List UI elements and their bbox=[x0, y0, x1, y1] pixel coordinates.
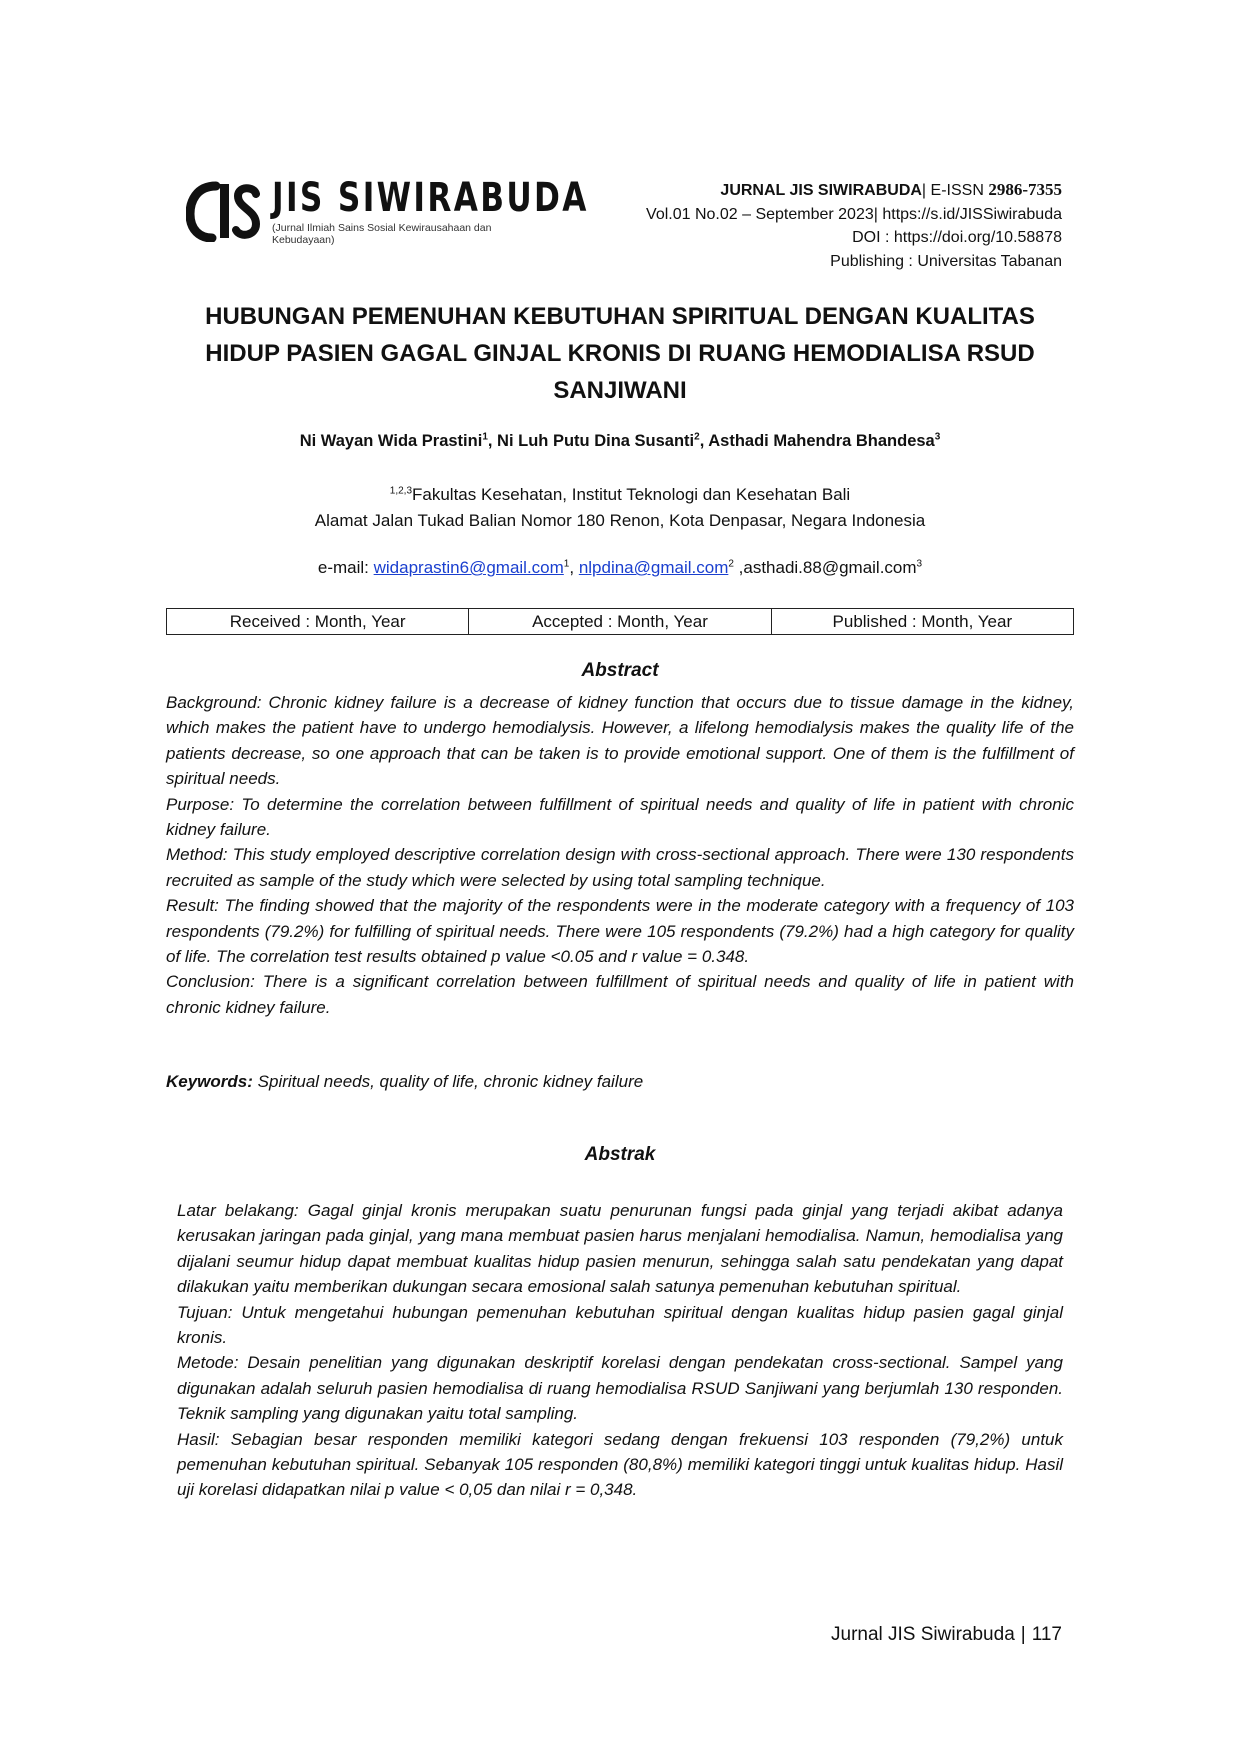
paper-title bbox=[150, 298, 1090, 409]
email-link-1[interactable]: widaprastin6@gmail.com bbox=[373, 558, 564, 577]
journal-issn-line bbox=[646, 178, 1062, 203]
accepted-date: Accepted : Month, Year bbox=[469, 609, 771, 635]
logo-wordmark: JIS SIWIRABUDA bbox=[272, 175, 589, 221]
journal-name: JURNAL JIS SIWIRABUDA bbox=[720, 182, 922, 199]
email-sup: 2 bbox=[728, 558, 734, 570]
abstrak-latar-belakang: Latar belakang: Gagal ginjal kronis merupakan suatu penurunan fungsi pada ginjal yang terjadi akibat adanya kerusakan jaringan pada ginjal, yang mana membuat pasien harus menjalani hemodialisa. Namun, hemodialisa yang dijalani seumur hidup dapat membuat kualitas hidup pasien menurun, sehingga salah satu pendekatan yang dapat dilakukan yaitu memberikan dukungan secara emosional salah satunya pemenuhan kebutuhan spiritual. bbox=[177, 1201, 1063, 1297]
abstract-heading: Abstract bbox=[581, 660, 659, 681]
logo-subtitle: (Jurnal Ilmiah Sains Sosial Kewirausahaan dan Kebudayaan) bbox=[272, 222, 492, 246]
email-separator: , bbox=[569, 558, 579, 577]
abstrak-metode: Metode: Desain penelitian yang digunakan deskriptif korelasi dengan pendekatan cross-sectional. Sampel yang digunakan adalah seluruh pasien hemodialisa di ruang hemodialisa RSUD Sanjiwani yang berjumlah 130 responden. Teknik sampling yang digunakan yaitu total sampling. bbox=[177, 1353, 1063, 1424]
abstrak-hasil: Hasil: Sebagian besar responden memiliki kategori sedang dengan frekuensi 103 responden (79,2%) untuk pemenuhan kebutuhan spiritual. Sebanyak 105 responden (80,8%) memiliki kategori tinggi untuk kualitas hidup. Hasil uji korelasi didapatkan nilai p value < 0,05 dan nilai r = 0,348. bbox=[177, 1429, 1063, 1500]
page-number: 117 bbox=[1031, 1624, 1062, 1645]
affiliation-line-1: Fakultas Kesehatan, Institut Teknologi dan Kesehatan Bali bbox=[412, 485, 851, 504]
abstrak-heading: Abstrak bbox=[584, 1144, 656, 1165]
author-separator: , bbox=[487, 432, 498, 450]
journal-logo bbox=[186, 175, 589, 256]
received-date: Received : Month, Year bbox=[167, 609, 469, 635]
affiliation-line-2: Alamat Jalan Tukad Balian Nomor 180 Renon, Kota Denpasar, Negara Indonesia bbox=[314, 511, 926, 530]
author-emails bbox=[150, 558, 1090, 578]
published-date: Published : Month, Year bbox=[771, 609, 1073, 635]
keywords bbox=[166, 1072, 1074, 1092]
abstract-indonesian bbox=[177, 1198, 1063, 1503]
email-prefix: e-mail: bbox=[317, 558, 374, 577]
author-separator: , bbox=[699, 432, 709, 450]
page-footer bbox=[831, 1624, 1062, 1646]
email-sup: 3 bbox=[916, 558, 923, 570]
title-line-1: HUBUNGAN PEMENUHAN KEBUTUHAN SPIRITUAL DENGAN KUALITAS bbox=[205, 303, 1035, 330]
title-line-3: SANJIWANI bbox=[553, 377, 687, 404]
author-sup: 2 bbox=[694, 431, 700, 443]
jis-logo-mark bbox=[186, 180, 260, 242]
abstract-conclusion: Conclusion: There is a significant correlation between fulfillment of spiritual needs and quality of life in patient with chronic kidney failure. bbox=[166, 972, 1074, 1017]
author-name: Asthadi Mahendra Bhandesa bbox=[708, 432, 935, 450]
abstract-method: Method: This study employed descriptive correlation design with cross-sectional approach. There were 130 respondents recruited as sample of the study which were selected by using total sampling technique. bbox=[166, 845, 1074, 890]
publishing-line: Publishing : Universitas Tabanan bbox=[830, 252, 1062, 270]
abstract-background: Background: Chronic kidney failure is a decrease of kidney function that occurs due to tissue damage in the kidney, which makes the patient have to undergo hemodialysis. However, a lifelong hemodialysis makes the quality life of the patients decrease, so one approach that can be taken is to provide emotional support. One of them is the fulfillment of spiritual needs. bbox=[166, 693, 1074, 789]
abstract-result: Result: The finding showed that the majority of the respondents were in the moderate category with a frequency of 103 respondents (79.2%) for fulfilling of spiritual needs. There were 105 respondents (79.2%) had a high category for quality of life. The correlation test results obtained p value <0.05 and r value = 0.348. bbox=[166, 896, 1074, 967]
affiliation-sup: 1,2,3 bbox=[389, 485, 413, 497]
keywords-text: Spiritual needs, quality of life, chronic kidney failure bbox=[252, 1072, 644, 1091]
author-sup: 3 bbox=[934, 431, 941, 443]
publication-dates-table bbox=[166, 608, 1074, 635]
email-text-3: ,asthadi.88@gmail.com bbox=[733, 558, 917, 577]
author-sup: 1 bbox=[482, 431, 488, 443]
email-sup: 1 bbox=[563, 558, 570, 570]
keywords-label: Keywords: bbox=[166, 1072, 253, 1091]
abstrak-tujuan: Tujuan: Untuk mengetahui hubungan pemenuhan kebutuhan spiritual dengan kualitas hidup pasien gagal ginjal kronis. bbox=[177, 1302, 1063, 1348]
title-line-2: HIDUP PASIEN GAGAL GINJAL KRONIS DI RUANG HEMODIALISA RSUD bbox=[205, 340, 1035, 367]
doi-line: DOI : https://doi.org/10.58878 bbox=[852, 229, 1062, 246]
abstract-english bbox=[166, 690, 1074, 1020]
journal-header-info bbox=[646, 178, 1062, 273]
issn-label: | E-ISSN bbox=[921, 182, 984, 199]
volume-line: Vol.01 No.02 – September 2023| https://s.id/JISSiwirabuda bbox=[646, 205, 1062, 223]
abstract-purpose: Purpose: To determine the correlation between fulfillment of spiritual needs and quality of life in patient with chronic kidney failure. bbox=[166, 794, 1074, 840]
email-link-2[interactable]: nlpdina@gmail.com bbox=[578, 558, 729, 577]
author-list bbox=[150, 432, 1090, 451]
issn-number: 2986-7355 bbox=[988, 180, 1062, 199]
author-name: Ni Luh Putu Dina Susanti bbox=[497, 432, 695, 450]
author-name: Ni Wayan Wida Prastini bbox=[299, 432, 483, 450]
footer-journal: Jurnal JIS Siwirabuda bbox=[831, 1624, 1015, 1645]
affiliation bbox=[150, 482, 1090, 534]
footer-separator: | bbox=[1020, 1624, 1026, 1645]
